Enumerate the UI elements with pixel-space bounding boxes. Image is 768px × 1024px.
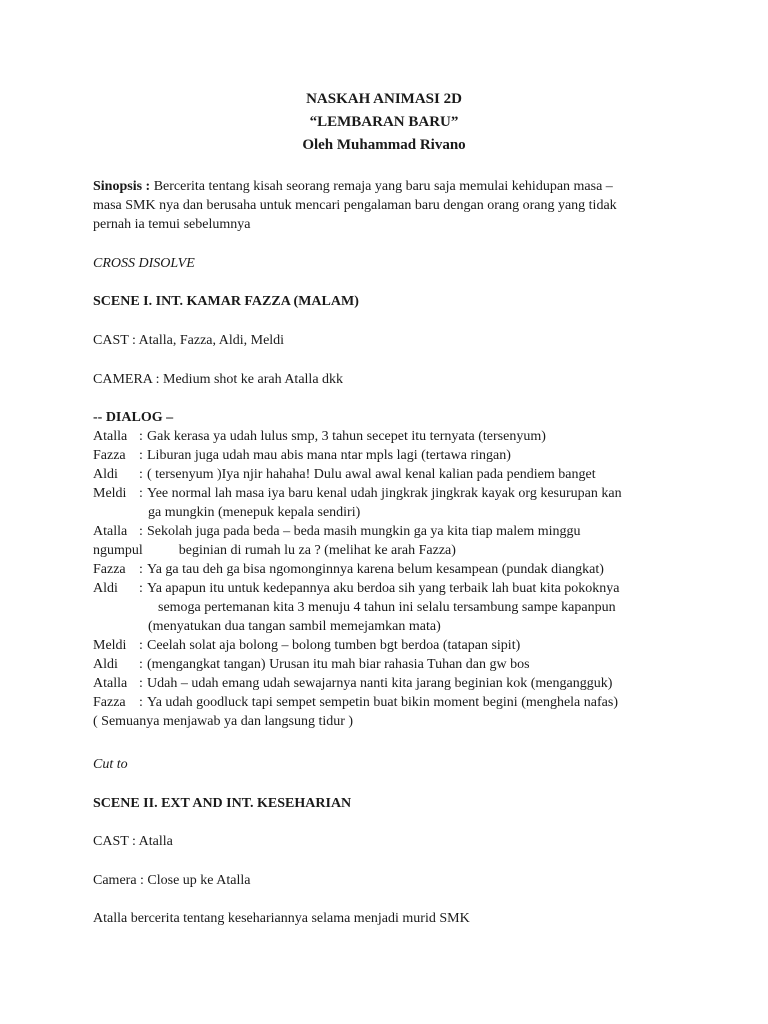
dialog-line: Meldi : Yee normal lah masa iya baru kenal udah jingkrak jingkrak kayak org kesurupan kan bbox=[93, 484, 675, 503]
dialog-text: Liburan juga udah mau abis mana ntar mpls lagi (tertawa ringan) bbox=[147, 448, 511, 463]
scene-1-heading: SCENE I. INT. KAMAR FAZZA (MALAM) bbox=[93, 294, 359, 309]
dialog-text: (mengangkat tangan) Urusan itu mah biar rahasia Tuhan dan gw bos bbox=[147, 657, 530, 672]
dialog-text: Ya ga tau deh ga bisa ngomonginnya karena belum kesampean (pundak diangkat) bbox=[147, 562, 604, 577]
scene-2-description: Atalla bercerita tentang kesehariannya selama menjadi murid SMK bbox=[93, 911, 470, 926]
synopsis-line-3: pernah ia temui sebelumnya bbox=[93, 217, 251, 232]
dialog-line: Fazza : Liburan juga udah mau abis mana ntar mpls lagi (tertawa ringan) bbox=[93, 446, 675, 465]
speaker-name: Aldi bbox=[93, 657, 118, 672]
synopsis bbox=[93, 177, 675, 234]
speaker-name: Atalla bbox=[93, 429, 128, 444]
scene-1-cast: CAST : Atalla, Fazza, Aldi, Meldi bbox=[93, 333, 285, 348]
scene-1-camera: CAMERA : Medium shot ke arah Atalla dkk bbox=[93, 372, 344, 387]
dialog-line: Aldi : (mengangkat tangan) Urusan itu mah biar rahasia Tuhan dan gw bos bbox=[93, 655, 675, 674]
speaker-name: Fazza bbox=[93, 448, 126, 463]
scene-2-camera: Camera : Close up ke Atalla bbox=[93, 873, 251, 888]
dialog-continuation: ga mungkin (menepuk kepala sendiri) bbox=[148, 505, 361, 520]
scene-2-cast: CAST : Atalla bbox=[93, 834, 173, 849]
dialog-text: Udah – udah emang udah sewajarnya nanti kita jarang beginian kok (mengangguk) bbox=[147, 676, 613, 691]
dialog-block bbox=[93, 408, 675, 731]
title-line-1: NASKAH ANIMASI 2D bbox=[306, 91, 462, 107]
speaker-name: Atalla bbox=[93, 676, 128, 691]
speaker-name: Aldi bbox=[93, 467, 118, 482]
dialog-text: Ceelah solat aja bolong – bolong tumben bgt berdoa (tatapan sipit) bbox=[147, 638, 521, 653]
dialog-text: ( tersenyum )Iya njir hahaha! Dulu awal awal kenal kalian pada pendiem banget bbox=[147, 467, 596, 482]
dialog-line: Meldi : Ceelah solat aja bolong – bolong tumben bgt berdoa (tatapan sipit) bbox=[93, 636, 675, 655]
speaker-name: Aldi bbox=[93, 581, 118, 596]
dialog-text: Ya udah goodluck tapi sempet sempetin buat bikin moment begini (menghela nafas) bbox=[147, 695, 618, 710]
dialog-text: Ya apapun itu untuk kedepannya aku berdoa sih yang terbaik lah buat kita pokoknya bbox=[147, 581, 620, 596]
synopsis-line-2: masa SMK nya dan berusaha untuk mencari pengalaman baru dengan orang orang yang tidak bbox=[93, 198, 617, 213]
document-title bbox=[0, 88, 768, 157]
dialog-line: Fazza : Ya udah goodluck tapi sempet sempetin buat bikin moment begini (menghela nafas) bbox=[93, 693, 675, 712]
dialog-continuation: (menyatukan dua tangan sambil memejamkan mata) bbox=[148, 619, 441, 634]
speaker-name: Fazza bbox=[93, 562, 126, 577]
dialog-wrap-end: beginian di rumah lu za ? (melihat ke arah Fazza) bbox=[178, 543, 456, 558]
dialog-continuation: semoga pertemanan kita 3 menuju 4 tahun ini selalu tersambung sampe kapanpun bbox=[158, 600, 616, 615]
dialog-line: Atalla : Sekolah juga pada beda – beda masih mungkin ga ya kita tiap malem minggu bbox=[93, 522, 675, 541]
dialog-text: Gak kerasa ya udah lulus smp, 3 tahun secepet itu ternyata (tersenyum) bbox=[147, 429, 546, 444]
synopsis-label: Sinopsis : bbox=[93, 179, 151, 194]
dialog-wrapped-line bbox=[93, 541, 675, 560]
scene-1-closing: ( Semuanya menjawab ya dan langsung tidur ) bbox=[93, 714, 354, 729]
transition-cross-dissolve: CROSS DISOLVE bbox=[93, 256, 195, 271]
speaker-name: Meldi bbox=[93, 486, 127, 501]
dialog-line: Aldi : Ya apapun itu untuk kedepannya aku berdoa sih yang terbaik lah buat kita pokoknya bbox=[93, 579, 675, 598]
scene-2-heading: SCENE II. EXT AND INT. KESEHARIAN bbox=[93, 796, 352, 811]
title-line-2: “LEMBARAN BARU” bbox=[309, 114, 459, 130]
speaker-name: Fazza bbox=[93, 695, 126, 710]
dialog-line: Fazza : Ya ga tau deh ga bisa ngomonginnya karena belum kesampean (pundak diangkat) bbox=[93, 560, 675, 579]
synopsis-text: Bercerita tentang kisah seorang remaja yang baru saja memulai kehidupan masa – bbox=[150, 179, 613, 194]
transition-cut-to: Cut to bbox=[93, 757, 128, 772]
dialog-header: -- DIALOG – bbox=[93, 410, 174, 425]
speaker-name: Atalla bbox=[93, 524, 128, 539]
dialog-text: Yee normal lah masa iya baru kenal udah jingkrak jingkrak kayak org kesurupan kan bbox=[147, 486, 622, 501]
dialog-line: Aldi : ( tersenyum )Iya njir hahaha! Dulu awal awal kenal kalian pada pendiem banget bbox=[93, 465, 675, 484]
speaker-name: Meldi bbox=[93, 638, 127, 653]
title-author: Oleh Muhammad Rivano bbox=[302, 137, 466, 153]
dialog-wrap-start: ngumpul bbox=[93, 543, 143, 558]
dialog-line: Atalla : Udah – udah emang udah sewajarnya nanti kita jarang beginian kok (mengangguk) bbox=[93, 674, 675, 693]
dialog-text: Sekolah juga pada beda – beda masih mungkin ga ya kita tiap malem minggu bbox=[147, 524, 581, 539]
dialog-line: Atalla : Gak kerasa ya udah lulus smp, 3 tahun secepet itu ternyata (tersenyum) bbox=[93, 427, 675, 446]
